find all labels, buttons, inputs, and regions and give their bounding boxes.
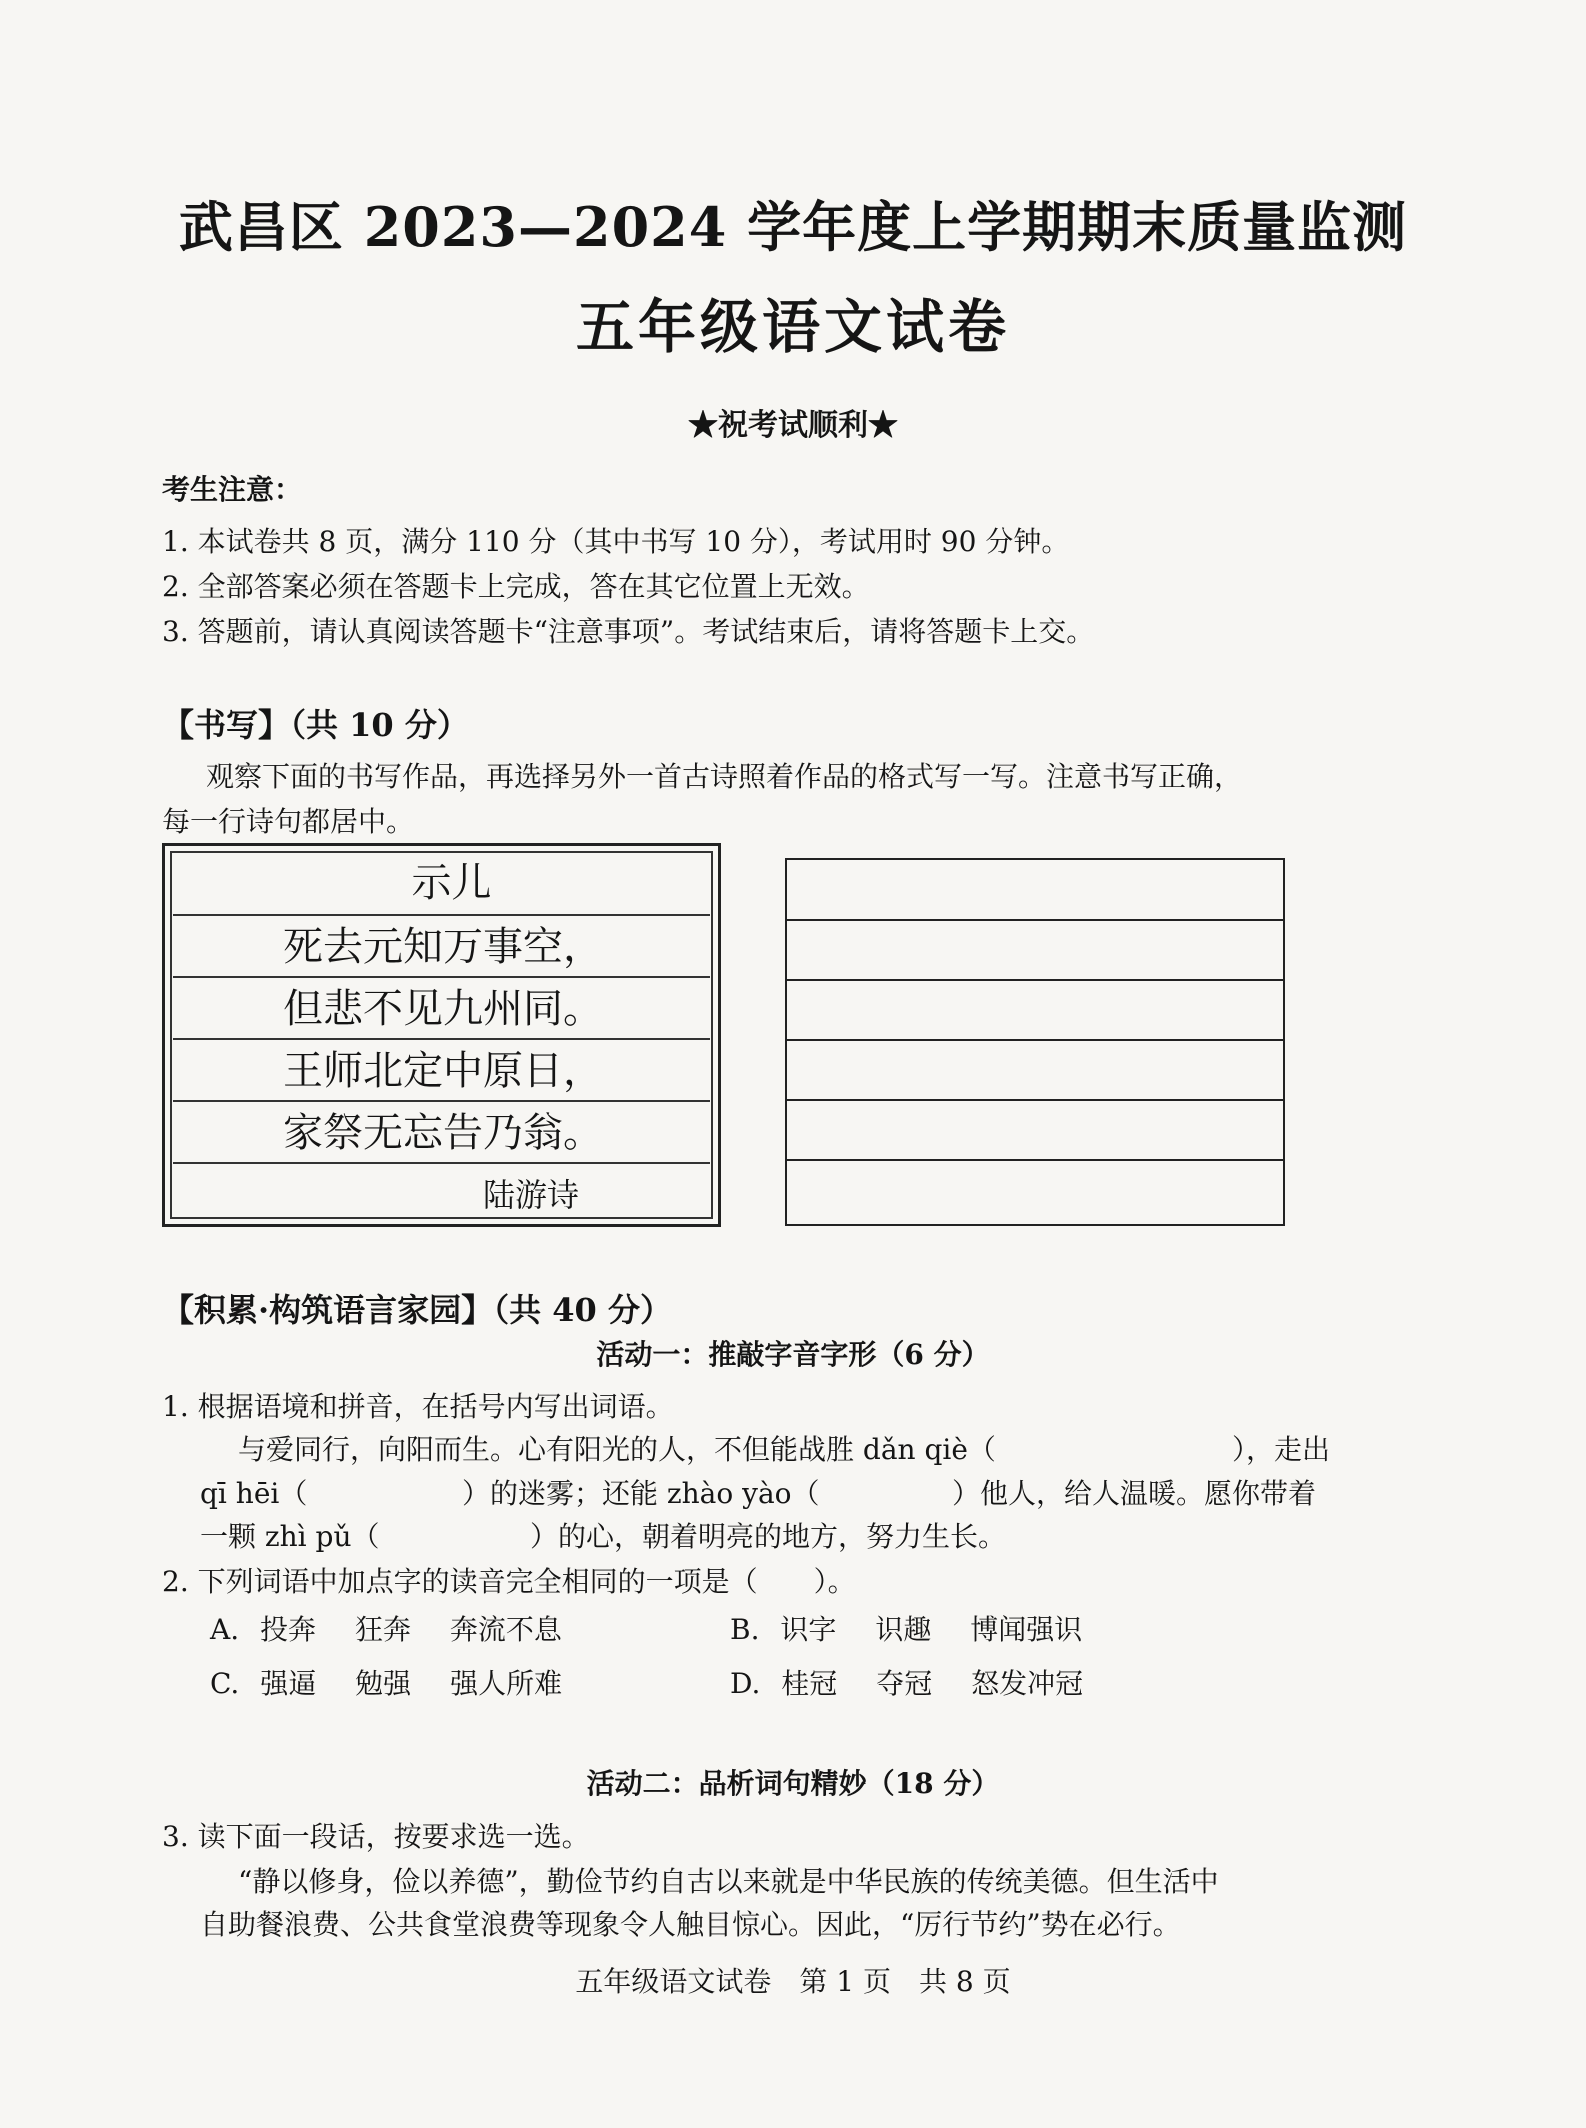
writing-instruction-1: 观察下面的书写作品，再选择另外一首古诗照着作品的格式写一写。注意书写正确， xyxy=(206,760,1243,793)
option-word: 怒发冲冠 xyxy=(971,1667,1084,1700)
practice-line xyxy=(787,919,1283,921)
question-1-line-1: 与爱同行，向阳而生。心有阳光的人，不但能战胜 dǎn qiè（ xyxy=(238,1433,996,1466)
question-3-line-2: 自助餐浪费、公共食堂浪费等现象令人触目惊心。因此，“厉行节约”势在必行。 xyxy=(200,1908,1181,1941)
question-1-line-1-end: ），走出 xyxy=(1232,1433,1331,1466)
option-word: 识字 xyxy=(780,1613,837,1646)
question-2-stem: 2. 下列词语中加点字的读音完全相同的一项是（ ）。 xyxy=(162,1565,856,1598)
option-b xyxy=(730,1608,1082,1648)
option-label: C. xyxy=(210,1667,240,1700)
option-word: 博闻强识 xyxy=(970,1613,1083,1646)
question-1-line-2-b: ）的迷雾；还能 zhào yào（ xyxy=(462,1477,820,1510)
question-1-stem: 1. 根据语境和拼音，在括号内写出词语。 xyxy=(162,1390,674,1423)
option-word: 桂冠 xyxy=(781,1667,838,1700)
poem-line-3: 王师北定中原日， xyxy=(173,1038,710,1102)
practice-line xyxy=(787,1159,1283,1161)
option-word: 投奔 xyxy=(260,1613,317,1646)
question-1-line-2-c: ）他人，给人温暖。愿你带着 xyxy=(952,1477,1317,1510)
good-luck-text: ★祝考试顺利★ xyxy=(688,408,898,443)
practice-line xyxy=(787,979,1283,981)
activity-1-heading: 活动一：推敲字音字形（6 分） xyxy=(596,1338,990,1371)
activity-2-heading: 活动二：品析词句精妙（18 分） xyxy=(586,1767,1000,1800)
writing-practice-grid[interactable] xyxy=(785,858,1285,1226)
accumulation-heading: 【积累·构筑语言家园】（共 40 分） xyxy=(162,1291,672,1329)
option-word: 强人所难 xyxy=(450,1667,563,1700)
page-footer: 五年级语文试卷 第 1 页 共 8 页 xyxy=(575,1965,1011,1998)
option-word: 强逼 xyxy=(260,1667,317,1700)
option-label: D. xyxy=(730,1667,761,1700)
question-1-line-2-a: qī hēi（ xyxy=(200,1477,308,1510)
question-1-line-3-b: ）的心，朝着明亮的地方，努力生长。 xyxy=(530,1520,1007,1553)
option-label: B. xyxy=(730,1613,760,1646)
question-3-stem: 3. 读下面一段话，按要求选一选。 xyxy=(162,1820,590,1853)
poem-author: 陆游诗 xyxy=(173,1162,710,1226)
poem-title: 示儿 xyxy=(411,860,492,906)
option-d xyxy=(730,1662,1083,1702)
writing-heading: 【书写】（共 10 分） xyxy=(162,706,469,744)
notice-item-3: 3. 答题前，请认真阅读答题卡“注意事项”。考试结束后，请将答题卡上交。 xyxy=(162,615,1095,648)
sample-poem-box xyxy=(162,843,721,1227)
poem-line-2: 但悲不见九州同。 xyxy=(173,976,710,1040)
question-1-line-3-a: 一颗 zhì pǔ（ xyxy=(200,1520,380,1553)
notice-item-1: 1. 本试卷共 8 页，满分 110 分（其中书写 10 分），考试用时 90 分钟。 xyxy=(162,525,1070,558)
question-3-line-1: “静以修身，俭以养德”，勤俭节约自古以来就是中华民族的传统美德。但生活中 xyxy=(238,1865,1219,1898)
writing-instruction-2: 每一行诗句都居中。 xyxy=(162,805,415,838)
practice-line xyxy=(787,1039,1283,1041)
notice-item-2: 2. 全部答案必须在答题卡上完成，答在其它位置上无效。 xyxy=(162,570,870,603)
option-word: 狂奔 xyxy=(354,1613,411,1646)
exam-subtitle: 五年级语文试卷 xyxy=(575,293,1010,361)
exam-title: 武昌区 2023—2024 学年度上学期期末质量监测 xyxy=(178,195,1408,259)
practice-line xyxy=(787,1099,1283,1101)
option-a xyxy=(210,1608,562,1648)
option-word: 勉强 xyxy=(355,1667,412,1700)
option-label: A. xyxy=(210,1613,240,1646)
poem-line-4: 家祭无忘告乃翁。 xyxy=(173,1100,710,1164)
option-word: 夺冠 xyxy=(876,1667,933,1700)
notice-heading: 考生注意： xyxy=(162,473,303,506)
option-word: 识趣 xyxy=(875,1613,932,1646)
poem-line-1: 死去元知万事空， xyxy=(173,914,710,978)
option-word: 奔流不息 xyxy=(449,1613,562,1646)
option-c xyxy=(210,1662,562,1702)
